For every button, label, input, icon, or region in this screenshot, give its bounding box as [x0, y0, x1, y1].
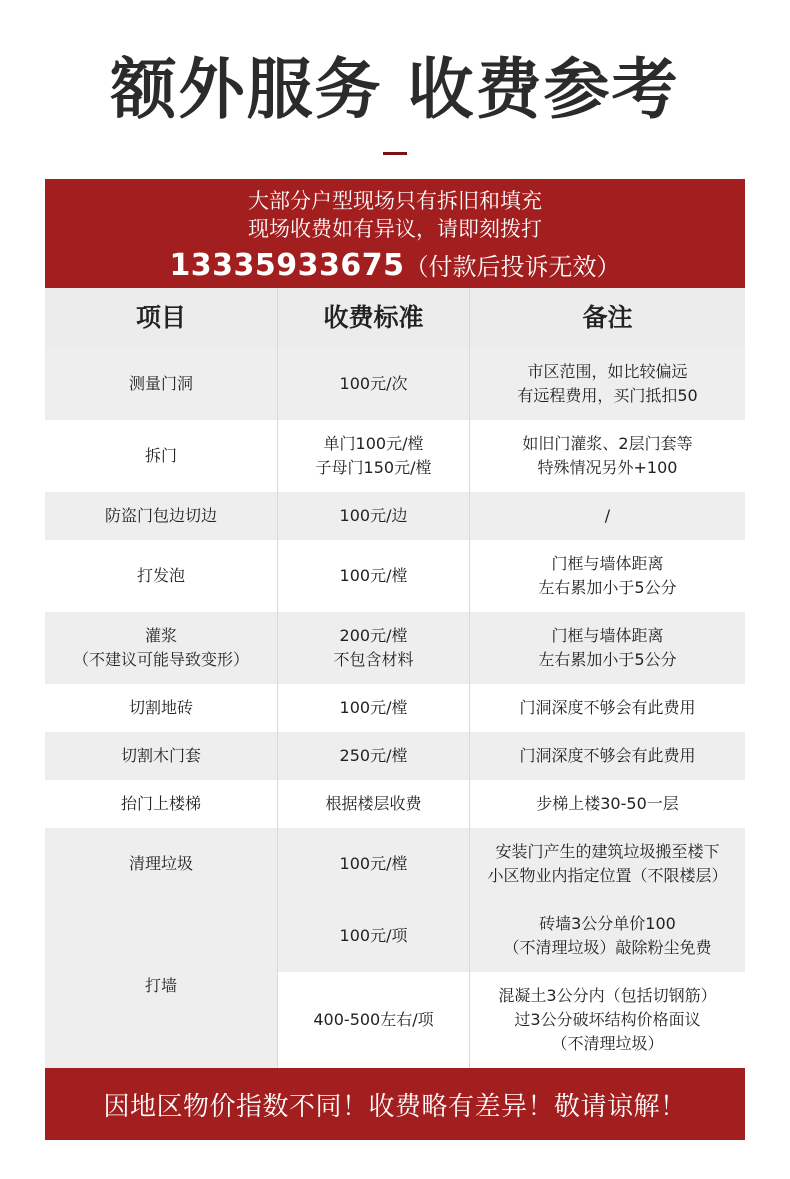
wall-option-row-1: [278, 900, 745, 972]
note-cell: [470, 348, 745, 420]
cell-line: 小区物业内指定位置（不限楼层）: [487, 866, 728, 885]
cell-line: 100元/樘: [339, 566, 408, 585]
table-header-row: [45, 288, 745, 348]
item-cell: [45, 732, 278, 780]
cell-line: 步梯上楼30-50一层: [536, 794, 679, 813]
cell-line: 安装门产生的建筑垃圾搬至楼下: [495, 842, 720, 861]
wall-option-row-2: [278, 972, 745, 1068]
phone-note: （付款后投诉无效）: [404, 253, 621, 281]
cell-line: 门洞深度不够会有此费用: [519, 746, 696, 765]
cell-line: 250元/樘: [339, 746, 408, 765]
table-row: [45, 828, 745, 900]
cell-line: 门洞深度不够会有此费用: [519, 698, 696, 717]
table-row: [45, 732, 745, 780]
table-row: [45, 780, 745, 828]
banner-phone-line: [45, 247, 745, 289]
wall-price-2: [278, 972, 470, 1068]
cell-line: 打发泡: [136, 566, 185, 585]
cell-line: 切割地砖: [128, 698, 193, 717]
item-cell: [45, 828, 278, 900]
notice-banner: [45, 179, 745, 288]
cell-line: 100元/次: [339, 374, 408, 393]
cell-line: 拆门: [144, 446, 177, 465]
price-cell: [278, 828, 470, 900]
title-divider: [383, 152, 407, 155]
price-cell: [278, 348, 470, 420]
note-cell: [470, 780, 745, 828]
cell-line: 切割木门套: [120, 746, 201, 765]
wall-price-1: [278, 900, 470, 972]
note-cell: [470, 540, 745, 612]
fee-table: [45, 288, 745, 1068]
table-row: [45, 612, 745, 684]
cell-line: 抬门上楼梯: [120, 794, 201, 813]
cell-line: 门框与墙体距离: [551, 554, 664, 573]
wall-note-1: [470, 900, 745, 972]
cell-line: 不包含材料: [333, 650, 414, 669]
cell-line: /: [604, 506, 611, 525]
table-row: [45, 540, 745, 612]
banner-line-2: 现场收费如有异议，请即刻拨打: [248, 217, 542, 241]
item-cell: [45, 780, 278, 828]
cell-line: 砖墙3公分单价100: [539, 914, 676, 933]
item-cell: [45, 684, 278, 732]
cell-line: 子母门150元/樘: [315, 458, 432, 477]
cell-line: 单门100元/樘: [323, 434, 424, 453]
header-price: 收费标准: [278, 288, 470, 348]
note-cell: [470, 420, 745, 492]
banner-line-1: 大部分户型现场只有拆旧和填充: [248, 189, 542, 213]
cell-line: 根据楼层收费: [325, 794, 422, 813]
cell-line: 混凝土3公分内（包括切钢筋）: [498, 986, 717, 1005]
cell-line: 过3公分破坏结构价格面议: [514, 1010, 701, 1029]
cell-line: 400-500左右/项: [313, 1010, 434, 1029]
cell-line: 灌浆: [144, 626, 177, 645]
price-cell: [278, 420, 470, 492]
cell-line: 清理垃圾: [128, 854, 193, 873]
item-cell: [45, 540, 278, 612]
cell-line: 200元/樘: [339, 626, 408, 645]
cell-line: （不清理垃圾）: [551, 1034, 664, 1053]
cell-line: 测量门洞: [128, 374, 193, 393]
price-cell: [278, 612, 470, 684]
item-cell: [45, 612, 278, 684]
cell-line: 左右累加小于5公分: [538, 650, 677, 669]
item-cell: [45, 492, 278, 540]
cell-line: 门框与墙体距离: [551, 626, 664, 645]
price-cell: [278, 732, 470, 780]
footer-notice: 因地区物价指数不同！收费略有差异！敬请谅解！: [45, 1068, 745, 1140]
page-title: 额外服务 收费参考: [110, 51, 680, 128]
cell-line: 市区范围，如比较偏远: [527, 362, 688, 381]
cell-line: 特殊情况另外+100: [537, 458, 678, 477]
wall-note-2: [470, 972, 745, 1068]
price-cell: [278, 780, 470, 828]
item-cell: [45, 348, 278, 420]
cell-line: 100元/樘: [339, 698, 408, 717]
cell-line: 左右累加小于5公分: [538, 578, 677, 597]
phone-number[interactable]: 13335933675: [169, 248, 405, 283]
note-cell: [470, 492, 745, 540]
cell-line: 有远程费用，买门抵扣50: [517, 386, 698, 405]
cell-line: 防盗门包边切边: [104, 506, 217, 525]
item-cell: [45, 420, 278, 492]
cell-line: 如旧门灌浆、2层门套等: [522, 434, 693, 453]
header-note: 备注: [582, 303, 633, 332]
note-cell: [470, 828, 745, 900]
cell-line: 100元/樘: [339, 854, 408, 873]
note-cell: [470, 732, 745, 780]
header-item: 项目: [45, 288, 278, 348]
price-cell: [278, 492, 470, 540]
price-cell: [278, 540, 470, 612]
cell-line: 100元/项: [339, 926, 408, 945]
table-row: [45, 348, 745, 420]
cell-line: （不建议可能导致变形）: [72, 650, 249, 669]
table-row: [45, 420, 745, 492]
cell-line: 100元/边: [339, 506, 408, 525]
note-cell: [470, 684, 745, 732]
table-row: [45, 492, 745, 540]
price-cell: [278, 684, 470, 732]
table-row: [45, 684, 745, 732]
note-cell: [470, 612, 745, 684]
cell-line: （不清理垃圾）敲除粉尘免费: [503, 938, 712, 957]
wall-item-cell: 打墙: [45, 900, 278, 1068]
